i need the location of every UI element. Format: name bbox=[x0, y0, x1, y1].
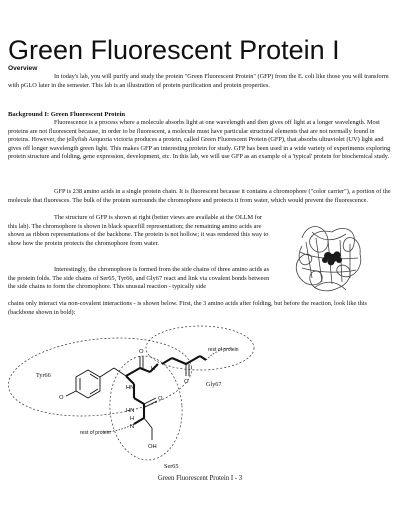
label-gly67: Gly67 bbox=[206, 381, 222, 388]
page-title: Green Fluorescent Protein I bbox=[8, 35, 340, 65]
atom-o-ser: O bbox=[158, 396, 163, 402]
background-heading: Background I: Green Fluorescent Protein bbox=[8, 111, 126, 118]
ring-oxygen: O bbox=[59, 395, 64, 401]
atom-hn-1: HN bbox=[126, 385, 135, 391]
phenol-ring bbox=[66, 370, 100, 398]
overview-paragraph: In today's lab, you will purify and study the protein "Green Fluorescent Protein" (GFP) from the E. coli like those you will transform with pGLO later in the semester. This lab is an illustration of protein purification and protein properties. bbox=[8, 73, 389, 89]
label-rest-of-protein-left: rest of protein bbox=[80, 430, 111, 436]
atom-hn-2: HN bbox=[126, 408, 135, 414]
label-ser65: Ser65 bbox=[164, 463, 179, 470]
atom-h-top: H bbox=[151, 366, 156, 372]
atom-o-top: O bbox=[139, 349, 144, 355]
background-paragraph-2: GFP is 238 amino acids in a single protein chain. It is fluorescent because it contains a chromophore ("color carrier"), a portion of the molecule that fluoresces. The bulk of the protein surrounds the chromophore and protects it from water, which would prevent the fluorescence. bbox=[8, 188, 391, 204]
chromophore-precursor-diagram bbox=[0, 320, 400, 470]
label-rest-of-protein-top: rest of protein bbox=[208, 347, 239, 353]
backbone-bold bbox=[126, 356, 206, 424]
page-footer: Green Fluorescent Protein I - 3 bbox=[157, 475, 243, 482]
label-tyr66: Tyr66 bbox=[36, 372, 51, 379]
overview-heading: Overview bbox=[8, 65, 38, 72]
chromophore-spacefill bbox=[322, 251, 342, 265]
background-paragraph-4: Interestingly, the chromophore is formed from the side chains of three amino acids as the protein folds. The side chains of Ser65, Tyr66, and Gly67 react and link via covalent bonds between the side chains to form the chromophore. This unusual reaction - typically side bbox=[8, 266, 270, 291]
atom-h-2: H bbox=[130, 416, 135, 422]
gfp-structure-image bbox=[282, 218, 378, 300]
background-paragraph-3: The structure of GFP is shown at right (better views are available at the OLLM for this lab). The chromophore is shown in black spacefill representation; the remaining amino acids are shown as ribbon representations of the backbone. The protein is not hollow; it was rendered this way to show how the protein protects the chromophore from water. bbox=[8, 214, 269, 247]
atom-o-gly: O bbox=[184, 379, 189, 385]
atom-oh: OH bbox=[148, 444, 157, 450]
atom-n: N bbox=[130, 424, 135, 430]
background-paragraph-1: Fluorescence is a process where a molecule absorbs light at one wavelength and then gives off light at a longer wavelength. Most proteins are not fluorescent because, in order to be fluorescent, a molecule must have particular structural elements that are not normally found in proteins. However, the jellyfish Aequoria victoria produces a protein, called Green Fluorescent Protein (GFP), that absorbs ultraviolet (UV) light and gives off longer wavelength green light. This makes GFP an interesting protein for study. GFP has been used in a wide variety of experiments exploring protein structure and folding, gene expression, development, etc. In this lab, we will use GFP as an example of a 'typical' protein for biochemical study. bbox=[8, 119, 391, 161]
background-paragraph-4-continued: chains only interact via non-covalent interactions - is shown below. First, the 3 amino acids after folding, but before the reaction, look like this (backbone shown in bold): bbox=[8, 300, 367, 316]
